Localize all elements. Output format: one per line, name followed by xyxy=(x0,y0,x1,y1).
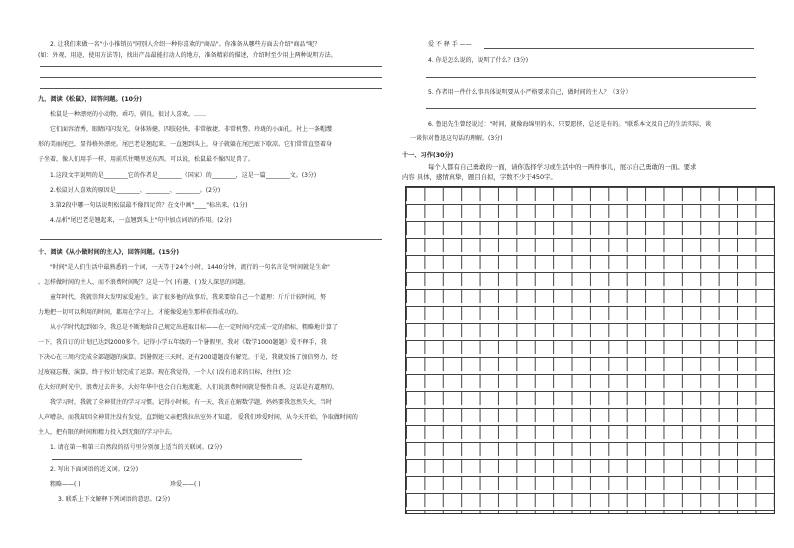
passage-line: 松鼠是一种漂亮的小动物，乖巧，驯良，很讨人喜欢。…… xyxy=(50,111,207,118)
reading-line: 过废寝忘餐，演算，终于按计划完成了运算。现在我觉得，一个人( )没有追求的目标，往往( )会 xyxy=(38,369,292,376)
right-question-4: 4. 你是怎么说的，说明了什么？(3分) xyxy=(428,57,529,64)
passage-line: 子坐着，像人们用手一样，用前爪往嘴里送东西。可以说，松鼠最不像四足兽了。 xyxy=(38,156,255,163)
reading-line: 人声嘈杂，而我却因全神贯注没有发觉，直到她父亲把我拉出室外才知道。 爱我们珍爱时间，从今天开始，争取做时间的 xyxy=(38,414,358,421)
right-question-5: 5. 作者用一件什么事具体说明要从小严格要求自己，做时间的主人？（3分） xyxy=(428,89,632,96)
synonym-2: 珍爱——( ) xyxy=(170,481,201,488)
right-question-6-line2: 一谈你对鲁迅这句话的理解。(3分) xyxy=(410,135,503,142)
passage-line: 形的美丽尾巴，显得格外漂亮。尾巴老是翘起来，一直翘到头上，身子就躲在尾巴底下歇凉。它们常常直竖着身 xyxy=(38,141,333,148)
question-3: 3.第2段中哪一句话说明松鼠最不像四足兽？在文中画"____"标出来。(1分) xyxy=(50,202,248,209)
answer-line xyxy=(40,88,382,89)
writing-prompt-2: 内容 具体，感情真挚，题目自拟，字数不少于450字。 xyxy=(402,173,557,181)
writing-prompt-1: 每个人都有自己勇敢的一面，请你选择学习或生活中的一两件事儿，展示自己勇敢的一面。要求 xyxy=(428,163,697,171)
reading-line: 力地把一切可以利用的时间，都用在学习上，才能像爱迪生那样获得成功的。 xyxy=(38,309,243,316)
reading-line: 童年时代，我就崇拜大发明家爱迪生，读了很多他的故事后，我来要给自己一个道理：斤斤计较时间，努 xyxy=(50,294,327,301)
answer-line xyxy=(40,239,382,240)
q2-line2: (如：外观、用途、使用方法等)，找出产品最能打动人的地方，准备精彩的描述，介绍时至少用上两种说明方法。 xyxy=(38,52,337,59)
question-4: 4.品析"尾巴老是翘起来，一直翘到头上"句中加点词语的作用。(2分) xyxy=(50,217,232,224)
answer-line xyxy=(52,459,302,460)
reading-line: 我学习时，我就了全神贯注的学习习惯。记得小时候，有一天，我正在解数学题，妈妈要我忽然失火，当时 xyxy=(50,399,333,406)
reading-line: 主人，把有限的时间和精力投入到无限的学习中去。 xyxy=(38,429,177,436)
answer-line xyxy=(40,77,382,78)
reading-line: 下决心在三周内完成全部题题的演算。到暑假还三天时，还有200道题没有解完。于是，我就发扬了加倍努力，经 xyxy=(38,354,338,361)
reading-line: 。怎样做时间的主人，而不浪费时间呢？这是一个( )有趣、( )发人深思的问题。 xyxy=(38,279,250,286)
sub-question-3: 3. 联系上下文解释下列词语的意思。(2分) xyxy=(58,496,171,503)
synonym-1: 粗略——( ) xyxy=(50,481,81,488)
reading-line: 一下，我自订的计划已达到2000多个。记得小学五年级的一个暑假里，我对《数学1000题题》爱不释手，我 xyxy=(38,339,327,346)
reading-line: 从小学时代起到如今，我总是不断地给自己规定出进取目标——在一定时间内完成一定的指标，粗略地计算了 xyxy=(50,324,339,331)
q-top-label: 爱 不 释 手 —— xyxy=(428,41,472,48)
answer-line xyxy=(426,77,756,78)
question-2: 2.松鼠讨人喜欢的原因是________、________、________。(2分) xyxy=(50,187,221,194)
section-10-title: 十、阅读《从小做时间的主人》，回答问题。(15分) xyxy=(38,249,180,256)
answer-line xyxy=(484,48,754,49)
answer-line xyxy=(426,108,756,109)
composition-grid[interactable] xyxy=(405,186,775,514)
right-question-6-line1: 6. 鲁迅先生曾经说过："时间，就像海绵里的水，只要愿挤，总还是有的。"联系本文及自己的生活实际，谈 xyxy=(428,121,712,128)
q2-line1: 2. 让我们来做一名"小小推销员"同别人介绍一种你喜欢的"商品"。你准备从哪些方面去介绍"商品"呢？ xyxy=(50,41,321,48)
sub-question-2: 2. 写出下面词语的近义词。(2分) xyxy=(50,466,139,473)
question-1: 1.这段文字说明的是________它的作者是________（国家）的________，这是一篇________文。(3分) xyxy=(50,172,317,179)
reading-line: 在大好的时光中，浪费过去许多，大好年华中也会白白地流逝，人们说浪费时间就是慢性自杀，这话是有道理的。 xyxy=(38,384,339,391)
reading-line: "时间"是人们生活中最熟悉的一个词，一天等于24个小时，1440分钟，流行的一句名言是"时间就是生命" xyxy=(50,264,330,271)
section-9-title: 九、阅读《松鼠》，回答问题。(10分) xyxy=(38,96,142,103)
section-11-title: 十一、习作(30分) xyxy=(402,152,454,159)
sub-question-1: 1. 请在第一和第三自然段的括号里分别加上适当的关联词。(2分) xyxy=(50,444,223,451)
answer-line xyxy=(40,66,382,67)
passage-line: 它们面容清秀，眼睛闪闪发光，身体矫健，四肢轻快，非常敏捷，非常机警。玲珑的小面孔，衬上一条帽缨 xyxy=(50,126,333,133)
